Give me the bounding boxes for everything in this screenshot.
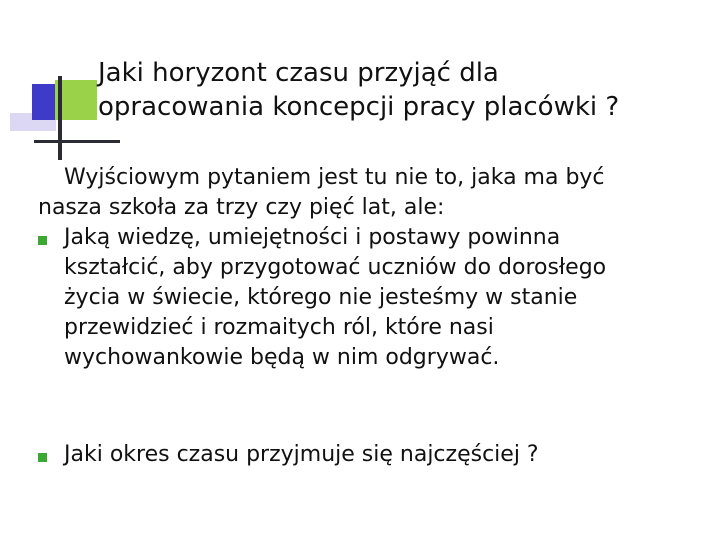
bullet-line: życia w świecie, którego nie jesteśmy w stanie [64, 285, 578, 310]
title-line: Jaki horyzont czasu przyjąć dla [98, 58, 499, 88]
bullet-line: Jaką wiedzę, umiejętności i postawy powinna [64, 225, 561, 250]
title-line: opracowania koncepcji pracy placówki ? [98, 92, 620, 122]
slide-body [38, 163, 708, 470]
bullet-line: Jaki okres czasu przyjmuje się najczęściej ? [64, 442, 539, 467]
bullet-item [38, 223, 708, 373]
square-bullet-icon [38, 453, 47, 462]
bullet-line: przewidzieć i rozmaitych ról, które nasi [64, 315, 494, 340]
horizontal-rule [34, 140, 120, 143]
vertical-rule [58, 76, 62, 160]
square-bullet-icon [38, 236, 47, 245]
bullet-line: kształcić, aby przygotować uczniów do dorosłego [64, 255, 607, 280]
intro-line: Wyjściowym pytaniem jest tu nie to, jaka ma być [64, 165, 605, 190]
slide-title [98, 56, 698, 124]
bullet-item [38, 440, 708, 470]
intro-line: nasza szkoła za trzy czy pięć lat, ale: [38, 195, 445, 220]
bullet-line: wychowankowie będą w nim odgrywać. [64, 345, 500, 370]
